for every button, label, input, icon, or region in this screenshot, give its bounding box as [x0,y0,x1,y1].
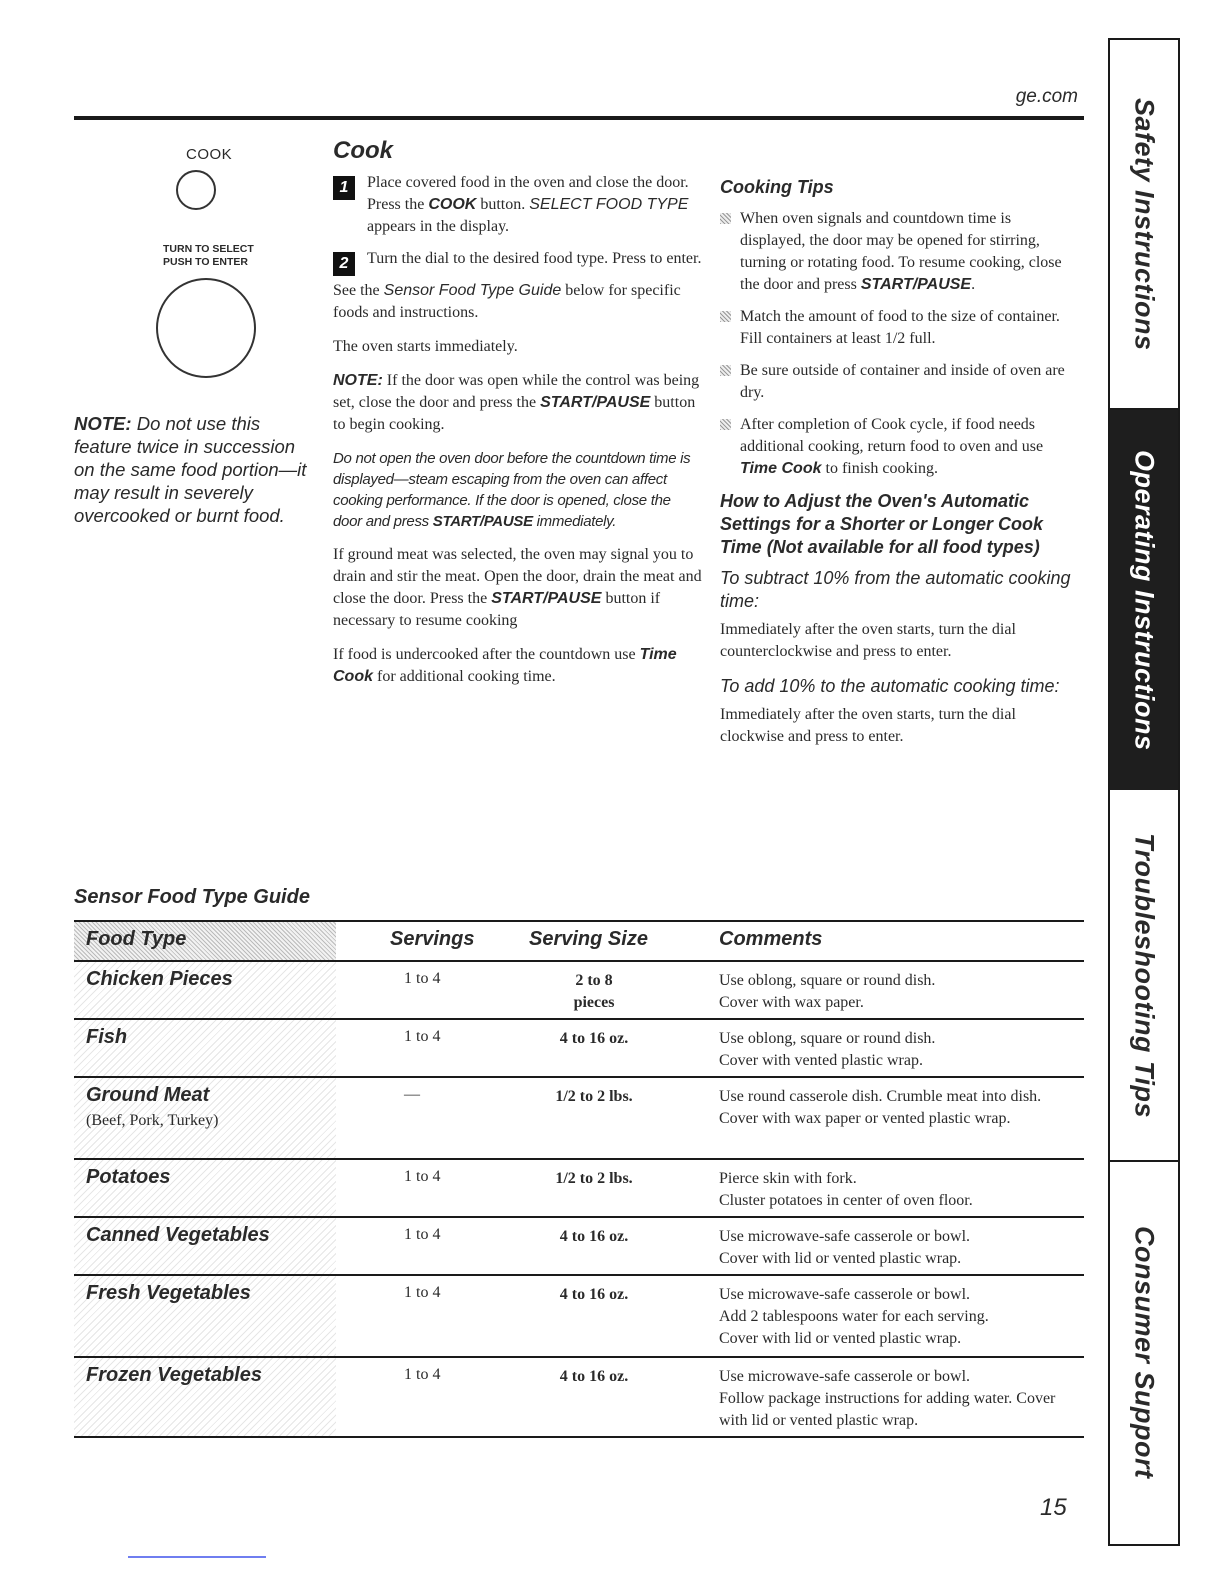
comments-cell: Use microwave-safe casserole or bowl. Cover with lid or vented plastic wrap. [719,1228,971,1267]
food-type-cell [74,1160,336,1216]
table-header [74,920,1084,962]
warn-start-pause: START/PAUSE [432,513,533,530]
adjust-heading: How to Adjust the Oven's Automatic Settings for a Shorter or Longer Cook Time (Not available for all food types) [720,491,1044,557]
tip-2-text: Match the amount of food to the size of container. Fill containers at least 1/2 full. [740,308,1060,347]
tip-2 [720,306,1080,350]
serving-size-cell: 4 to 16 oz. [559,1368,629,1385]
tip-4-c: to finish cooking. [821,460,938,477]
step-2-number: 2 [333,252,355,276]
food-type-cell [74,1020,336,1076]
ground-meat-paragraph [333,544,703,632]
servings-cell: 1 to 4 [404,1284,441,1301]
comments-cell: Use microwave-safe casserole or bowl. Add 2 tablespoons water for each serving. Cover with lid or vented plastic wrap. [719,1286,989,1347]
see-guide-paragraph [333,280,703,324]
servings-cell: 1 to 4 [404,1168,441,1185]
comments-cell: Use round casserole dish. Crumble meat into dish. Cover with wax paper or vented plastic wrap. [719,1088,1042,1127]
header-food-type [74,922,336,960]
tips-section [720,176,1080,760]
serving-size-cell: 4 to 16 oz. [559,1030,629,1047]
table-body [74,962,1084,1438]
step-1-cook-key: COOK [428,196,477,213]
food-name: Potatoes [86,1166,171,1188]
under-c: for additional cooking time. [373,668,556,685]
side-note-lead: NOTE: [74,413,132,434]
step-1-text-c: button. [476,196,530,213]
bullet-icon [720,365,731,376]
note-start-pause: START/PAUSE [540,394,651,411]
ground-start-pause: START/PAUSE [491,590,602,607]
header-servings: Servings [390,928,475,950]
dial-knob-icon [156,278,256,378]
serving-size-cell: 1/2 to 2 lbs. [555,1170,633,1187]
step-1-text-a: Place covered food in the oven and close the door. Press the [367,174,689,213]
serving-size-cell: 2 to 8 pieces [573,972,615,1011]
tip-3-text: Be sure outside of container and inside of oven are dry. [740,362,1065,401]
food-type-cell [74,1276,336,1356]
ground-a: If ground meat was selected, the oven may signal you to drain and stir the meat. Open the door, drain the meat and close the door. Press the [333,546,702,607]
food-subtext: (Beef, Pork, Turkey) [86,1112,219,1129]
comments-cell: Use oblong, square or round dish. Cover with wax paper. [719,972,936,1011]
note-lead: NOTE: [333,372,383,389]
site-url: ge.com [1015,86,1078,107]
table-row [74,1020,1084,1078]
food-type-cell [74,1218,336,1274]
header-comments: Comments [719,928,823,950]
section-sidebar [1108,38,1180,1546]
subtract-title: To subtract 10% from the automatic cooking time: [720,568,1071,611]
tips-heading: Cooking Tips [720,177,834,197]
food-name: Frozen Vegetables [86,1364,262,1386]
bullet-icon [720,213,731,224]
under-a: If food is undercooked after the countdown use [333,646,640,663]
serving-size-cell: 4 to 16 oz. [559,1228,629,1245]
subtract-text: Immediately after the oven starts, turn the dial counterclockwise and press to enter. [720,621,1016,660]
header-rule [74,116,1084,120]
cook-heading: Cook [333,137,393,164]
tip-1-a: When oven signals and countdown time is displayed, the door may be opened for stirring, turning or rotating food. To resume cooking, close the door and press [740,210,1062,293]
food-name: Fish [86,1026,128,1048]
serving-size-cell: 4 to 16 oz. [559,1286,629,1303]
table-row [74,1358,1084,1438]
cook-button-icon [176,170,216,210]
dial-label-line2: PUSH TO ENTER [163,256,248,268]
cook-section [333,137,703,700]
food-type-cell [74,1078,336,1158]
step-2-text: Turn the dial to the desired food type. Press to enter. [367,250,702,267]
warn-c: immediately. [532,513,617,530]
warn-a: Do not open the oven door before the countdown time is displayed—steam escaping from the oven can affect cooking performance. If the door is opened, close the door and press [333,450,691,530]
food-type-table [74,920,1084,1438]
tab-consumer-support[interactable] [1110,1162,1178,1542]
tab-operating-label: Operating Instructions [1129,449,1160,751]
food-name: Ground Meat [86,1084,210,1106]
under-time-cook: Time Cook [333,646,677,685]
tip-1 [720,208,1080,296]
tip-4-time-cook: Time Cook [740,460,822,477]
food-name: Canned Vegetables [86,1224,270,1246]
note-c: button to begin cooking. [333,394,696,433]
side-note [74,412,314,527]
step-1-number: 1 [333,176,355,200]
comments-cell: Pierce skin with fork. Cluster potatoes in center of oven floor. [719,1170,973,1209]
table-row [74,1160,1084,1218]
guide-title: Sensor Food Type Guide [74,886,310,908]
food-name: Chicken Pieces [86,968,233,990]
see-c: below for specific foods and instructions. [333,282,681,321]
side-note-text: Do not use this feature twice in succession on the same food portion—it may result in severely overcooked or burnt food. [74,413,307,526]
tab-troubleshooting-tips[interactable] [1110,790,1178,1160]
see-guide-ref: Sensor Food Type Guide [383,282,562,299]
tip-1-start-pause: START/PAUSE [860,276,972,293]
dial-label [163,243,254,269]
header-food-type-label: Food Type [86,928,187,950]
door-note-paragraph [333,370,703,436]
bullet-icon [720,419,731,430]
tab-troubleshooting-label: Troubleshooting Tips [1129,832,1160,1118]
step-2 [333,248,703,270]
serving-size-cell: 1/2 to 2 lbs. [555,1088,633,1105]
tab-consumer-label: Consumer Support [1129,1225,1160,1479]
comments-cell: Use microwave-safe casserole or bowl. Follow package instructions for adding water. Cover with lid or vented plastic wrap. [719,1368,1056,1429]
step-1-display-text: SELECT FOOD TYPE [529,196,689,213]
table-row [74,1218,1084,1276]
tab-operating-instructions[interactable] [1110,410,1178,790]
step-1-text-e: appears in the display. [367,218,510,235]
header-serving-size: Serving Size [529,928,648,950]
note-a: If the door was open while the control was being set, close the door and press the [333,372,700,411]
add-text: Immediately after the oven starts, turn the dial clockwise and press to enter. [720,706,1016,745]
comments-cell: Use oblong, square or round dish. Cover with vented plastic wrap. [719,1030,936,1069]
see-a: See the [333,282,384,299]
servings-cell: 1 to 4 [404,1028,441,1045]
starts-paragraph: The oven starts immediately. [333,338,518,355]
page-number: 15 [1040,1494,1067,1521]
food-type-cell [74,962,336,1018]
ground-c: button if necessary to resume cooking [333,590,661,629]
tip-3 [720,360,1080,404]
dial-label-line1: TURN TO SELECT [163,243,254,255]
footer-link-underline[interactable] [128,1556,266,1558]
table-row [74,1078,1084,1160]
step-1 [333,172,703,238]
food-type-cell [74,1358,336,1436]
undercooked-paragraph [333,644,703,688]
table-row [74,1276,1084,1358]
table-row [74,962,1084,1020]
tip-1-c: . [971,276,976,293]
food-name: Fresh Vegetables [86,1282,251,1304]
add-title: To add 10% to the automatic cooking time: [720,676,1060,696]
warning-paragraph [333,448,703,532]
servings-cell: 1 to 4 [404,1226,441,1243]
tip-4-a: After completion of Cook cycle, if food needs additional cooking, return food to oven and use [740,416,1044,455]
servings-cell: 1 to 4 [404,970,441,987]
tab-safety-label: Safety Instructions [1129,97,1160,351]
bullet-icon [720,311,731,322]
cook-button-label: COOK [186,146,233,163]
tab-safety-instructions[interactable] [1110,40,1178,408]
servings-cell: — [404,1086,420,1103]
tip-4 [720,414,1080,480]
servings-cell: 1 to 4 [404,1366,441,1383]
